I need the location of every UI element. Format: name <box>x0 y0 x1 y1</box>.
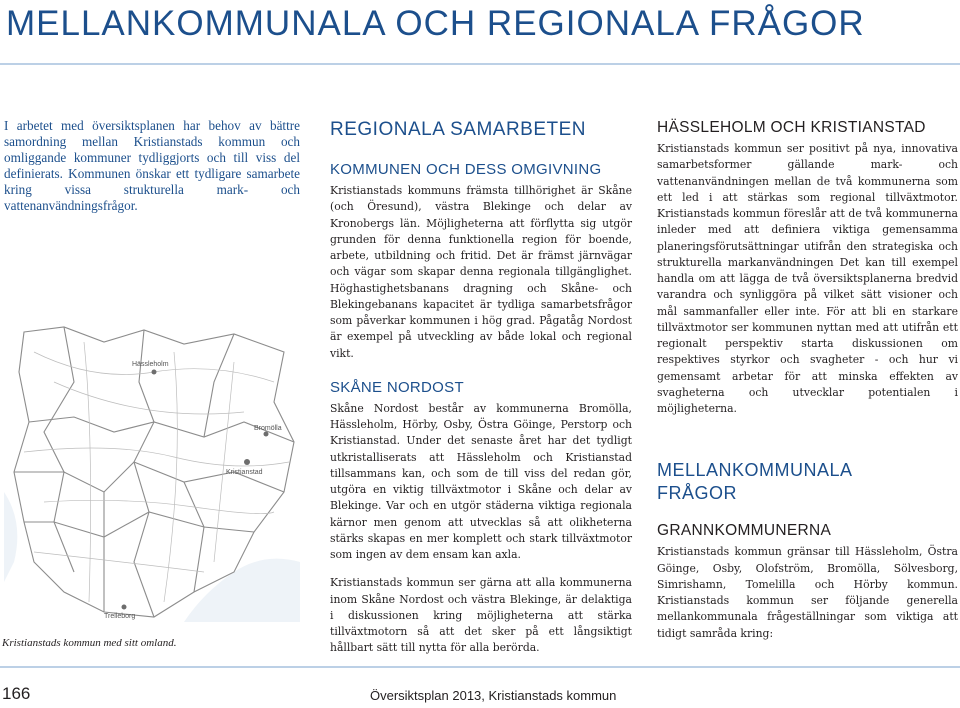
map-label-bromolla: Bromölla <box>254 425 282 432</box>
intro-text: I arbetet med översiktsplanen har behov av bättre samordning mellan Kristianstads kommun och omliggande kommuner tydliggjorts och till viss del definierats. Kommunen önskar ett tydligare samarbete kring vissa strukturella mark- och vattenanvändningsfrågor. <box>4 118 300 213</box>
subheading-kommunen: KOMMUNEN OCH DESS OMGIVNING <box>330 161 602 178</box>
footer-divider <box>0 666 960 668</box>
paragraph-skane-nordost: Skåne Nordost består av kommunerna Bromölla, Hässleholm, Hörby, Osby, Östra Göinge, Perstorp och Kristianstad. Under det senaste året har det tydligt utkristalliserats att Hässleholm och Kristianstad tillsammans kan, och som de till viss del redan gör, utgöra en viktig tillväxtmotor i Skåne och delar av Blekinge. Var och en utgör städerna viktiga regionala kärnor men genom att utvecklas så att olikheterna stärks skapas en mer komplett och stark tillväxtmotor som ingen av dem ensam kan axla. <box>330 401 632 561</box>
map-label-kristianstad: Kristianstad <box>226 469 263 476</box>
map-caption: Kristianstads kommun med sitt omland. <box>2 637 177 649</box>
subheading-skane-nordost: SKÅNE NORDOST <box>330 378 464 396</box>
section-title-mellankommunala: MELLANKOMMUNALA FRÅGOR <box>657 460 852 504</box>
page-title: MELLANKOMMUNALA OCH REGIONALA FRÅGOR <box>6 4 865 43</box>
paragraph-tillvaxtmotor: Kristianstads kommun ser gärna att alla kommunerna inom Skåne Nordost och västra Blekinge, är delaktiga i diskussionen kring möjligheterna att stärka tillväxtmotorn så att det sker på ett långsiktigt hållbart sätt till nytta för alla berörda. <box>330 576 632 655</box>
paragraph-hassleholm: Kristianstads kommun ser positivt på nya, innovativa samarbetsformer gällande mark- och vattenanvändningen mellan de två kommunerna som ett led i att stärkas som regional tillväxtmotor. Kristianstads kommun föreslår att de två kommunerna inleder med att definiera viktiga gemensamma planeringsförutsättningar utifrån den strategiska och strukturella markanvändningen Det kan till exempel handla om att lägga de två översiktsplanerna bredvid varandra och synliggöra på vilket sätt visioner och mål sammanfaller eller inte. För att bli en starkare tillväxtmotor ser kommunen nyttan med att utifrån ett regionalt perspektiv starta diskussionen om respektives styrkor och svagheter - och hur vi gemensamt arbetar för att minska effekten av svagheterna och utvecklar potentialen i möjligheterna. <box>657 142 958 415</box>
region-map <box>4 322 300 622</box>
subheading-hassleholm: HÄSSLEHOLM OCH KRISTIANSTAD <box>657 119 926 136</box>
subheading-grannkommunerna: GRANNKOMMUNERNA <box>657 522 832 540</box>
page-number: 166 <box>2 684 31 703</box>
column-regional <box>330 112 632 657</box>
map-label-hassleholm: Hässleholm <box>132 361 169 368</box>
paragraph-grannkommunerna: Kristianstads kommun gränsar till Hässleholm, Östra Göinge, Osby, Olofström, Bromölla, Sölvesborg, Simrishamn, Tomelilla och Hörby kommun. Kristianstads kommun ser följande generella mellankommunala frågeställningar som viktiga att tidigt samråda kring: <box>657 545 958 640</box>
column-mellankommunala <box>657 112 958 642</box>
header-divider <box>0 63 960 65</box>
section-title-regionala-samarbeten: REGIONALA SAMARBETEN <box>330 119 587 140</box>
map-label-trelleborg: Trelleborg <box>104 613 136 620</box>
paragraph-kommunen: Kristianstads kommuns främsta tillhörighet är Skåne (och Öresund), västra Blekinge och delar av Kronobergs län. Möjligheterna att förflytta sig utgör grunden för denna funktionella region för boende, arbete, utbildning och fritid. Det är främst järnvägar och vägar som skapar denna regionala tillgänglighet. Höghastighetsbanans dragning och Skåne- och Blekingebanans kapacitet är tydliga samarbetsfrågor som påverkar kommunen i hög grad. Pågatåg Nordost är exempel på utveckling av både lokal och regional vikt. <box>330 184 632 360</box>
footer-title: Översiktsplan 2013, Kristianstads kommun <box>370 688 617 703</box>
